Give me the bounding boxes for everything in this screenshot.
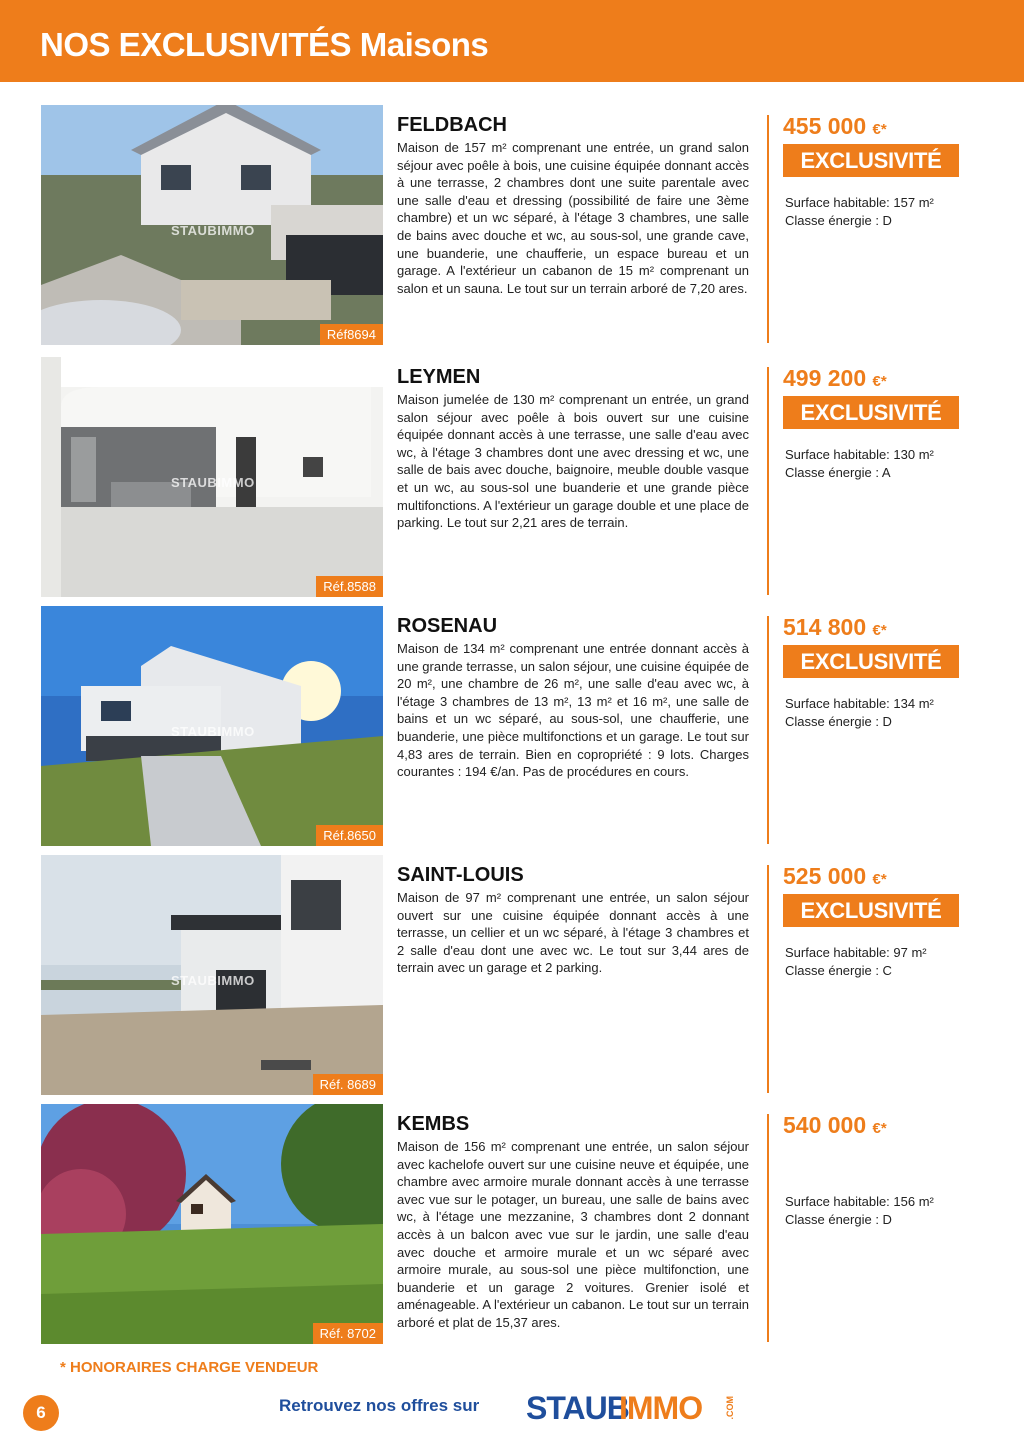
divider: [767, 865, 769, 1093]
reference-badge: Réf. 8702: [313, 1323, 383, 1344]
living-area: Surface habitable: 97 m²: [785, 945, 927, 960]
price-unit: €*: [872, 1120, 887, 1137]
price-unit: €*: [872, 871, 887, 888]
reference-badge: Réf.8588: [316, 576, 383, 597]
listing-description: Maison de 97 m² comprenant une entrée, un salon séjour ouvert sur une cuisine équipée donnant accès à une terrasse, un cellier et un wc séparé, à l'étage 3 chambres et 2 salle d'eau dont une avec wc. Le tout sur 3,44 ares de terrain avec un garage et 2 parking.: [397, 890, 749, 976]
listing-price: [783, 1112, 887, 1139]
page-title: NOS EXCLUSIVITÉS Maisons: [40, 26, 489, 63]
listing-photo[interactable]: [41, 357, 383, 597]
exclusivity-badge: EXCLUSIVITÉ: [783, 144, 959, 177]
living-area: Surface habitable: 156 m²: [785, 1194, 934, 1209]
energy-class: Classe énergie : C: [785, 963, 892, 978]
price-value: 499 200: [783, 365, 867, 391]
reference-badge: Réf.8650: [316, 825, 383, 846]
energy-class: Classe énergie : D: [785, 1212, 892, 1227]
listing-city: LEYMEN: [397, 366, 481, 388]
exclusivity-badge: EXCLUSIVITÉ: [783, 396, 959, 429]
page-number: 6: [23, 1395, 59, 1431]
fees-note: * HONORAIRES CHARGE VENDEUR: [60, 1359, 319, 1376]
photo-watermark: STAUBIMMO: [171, 475, 255, 490]
listing-card-kembs[interactable]: [0, 1104, 1024, 1344]
reference-badge: Réf. 8689: [313, 1074, 383, 1095]
divider: [767, 1114, 769, 1342]
price-value: 514 800: [783, 614, 867, 640]
listing-price: [783, 365, 887, 392]
divider: [767, 616, 769, 844]
photo-watermark: STAUBIMMO: [171, 724, 255, 739]
price-unit: €*: [872, 622, 887, 639]
living-area: Surface habitable: 130 m²: [785, 447, 934, 462]
listing-price: [783, 863, 887, 890]
listing-photo[interactable]: [41, 855, 383, 1095]
listing-description: Maison de 156 m² comprenant une entrée, un salon séjour avec kachelofe ouvert sur une cuisine neuve et équipée, une chambre avec armoire murale donnant accès à une terrasse avec vue sur le potager, un bureau, une salle de bains avec wc, à l'étage une mezzanine, 3 chambres dont 2 donnant accès à un balcon avec vue sur le jardin, une salle d'eau avec douche et armoire murale et un wc séparé avec armoire murale, au sous-sol une pièce multifonction, une buanderie et un garage 2 voitures. Grenier isolé et aménageable. A l'extérieur un cabanon. Le tout sur un terrain arboré et plat de 15,37 ares.: [397, 1139, 749, 1330]
divider: [767, 115, 769, 343]
exclusivity-badge: EXCLUSIVITÉ: [783, 894, 959, 927]
listing-card-leymen[interactable]: [0, 357, 1024, 597]
energy-class: Classe énergie : D: [785, 213, 892, 228]
listing-price: [783, 113, 887, 140]
divider: [767, 367, 769, 595]
listing-description: Maison de 157 m² comprenant une entrée, un grand salon séjour avec poêle à bois, une cuisine équipée donnant accès à une terrasse, 2 chambres dont une suite parentale avec une salle d'eau et dressing (possibilité de faire une 3ème chambre) et un wc séparé, à l'étage 3 chambres, une salle de bains avec douche et wc, au sous-sol, une grande cave, une buanderie, une chaufferie, un espace bureau et un garage. A l'extérieur un cabanon de 15 m² comprenant un salon et un sauna. Le tout sur un terrain arboré de 7,20 ares.: [397, 140, 749, 296]
brand-logo-part1: STAUB: [526, 1390, 629, 1426]
price-unit: €*: [872, 121, 887, 138]
exclusivity-badge: EXCLUSIVITÉ: [783, 645, 959, 678]
page-header: [0, 0, 1024, 82]
website-cta: Retrouvez nos offres sur: [279, 1396, 480, 1415]
price-unit: €*: [872, 373, 887, 390]
photo-watermark: STAUBIMMO: [171, 223, 255, 238]
living-area: Surface habitable: 134 m²: [785, 696, 934, 711]
brand-logo-part2: IMMO: [619, 1390, 703, 1426]
brand-logo[interactable]: [526, 1386, 748, 1434]
listing-city: ROSENAU: [397, 615, 498, 637]
listing-card-saint-louis[interactable]: [0, 855, 1024, 1095]
reference-badge: Réf8694: [320, 324, 383, 345]
living-area: Surface habitable: 157 m²: [785, 195, 934, 210]
listing-photo[interactable]: [41, 1104, 383, 1344]
listing-card-feldbach[interactable]: [0, 105, 1024, 345]
energy-class: Classe énergie : D: [785, 714, 892, 729]
price-value: 525 000: [783, 863, 867, 889]
price-value: 540 000: [783, 1112, 867, 1138]
brand-logo-tld: .COM: [725, 1396, 735, 1420]
price-value: 455 000: [783, 113, 867, 139]
listing-city: KEMBS: [397, 1113, 470, 1135]
listing-photo[interactable]: [41, 606, 383, 846]
energy-class: Classe énergie : A: [785, 465, 891, 480]
listing-price: [783, 614, 887, 641]
garden-photo-image: [41, 1104, 383, 1344]
listing-description: Maison de 134 m² comprenant une entrée donnant accès à une grande terrasse, un salon séjour, une cuisine équipée de 20 m², une chambre de 26 m², une salle d'eau avec wc, à l'étage 3 chambres de 13 m², 13 m² et 16 m², une salle de bains et un wc séparé, au sous-sol, une chaufferie, une buanderie, une pièce multifonctions et un garage. Le tout sur 4,83 ares de terrain. Bien en copropriété : 9 lots. Charges courantes : 194 €/an. Pas de procédures en cours.: [397, 641, 749, 780]
listing-city: FELDBACH: [397, 114, 507, 136]
listing-card-rosenau[interactable]: [0, 606, 1024, 846]
listing-photo[interactable]: [41, 105, 383, 345]
listing-description: Maison jumelée de 130 m² comprenant un entrée, un grand salon séjour avec poêle à bois ouvert sur une cuisine équipée donnant accès à une terrasse, une salle d'eau avec wc, à l'étage 3 chambres dont une avec dressing et wc, une salle de bais avec douche, baignoire, meuble double vasque et un wc, au sous-sol une buanderie et une grande pièce multifonctions. A l'extérieur un garage double et une place de parking. Le tout sur 2,21 ares de terrain.: [397, 392, 749, 531]
listing-city: SAINT-LOUIS: [397, 864, 524, 886]
photo-watermark: STAUBIMMO: [171, 973, 255, 988]
